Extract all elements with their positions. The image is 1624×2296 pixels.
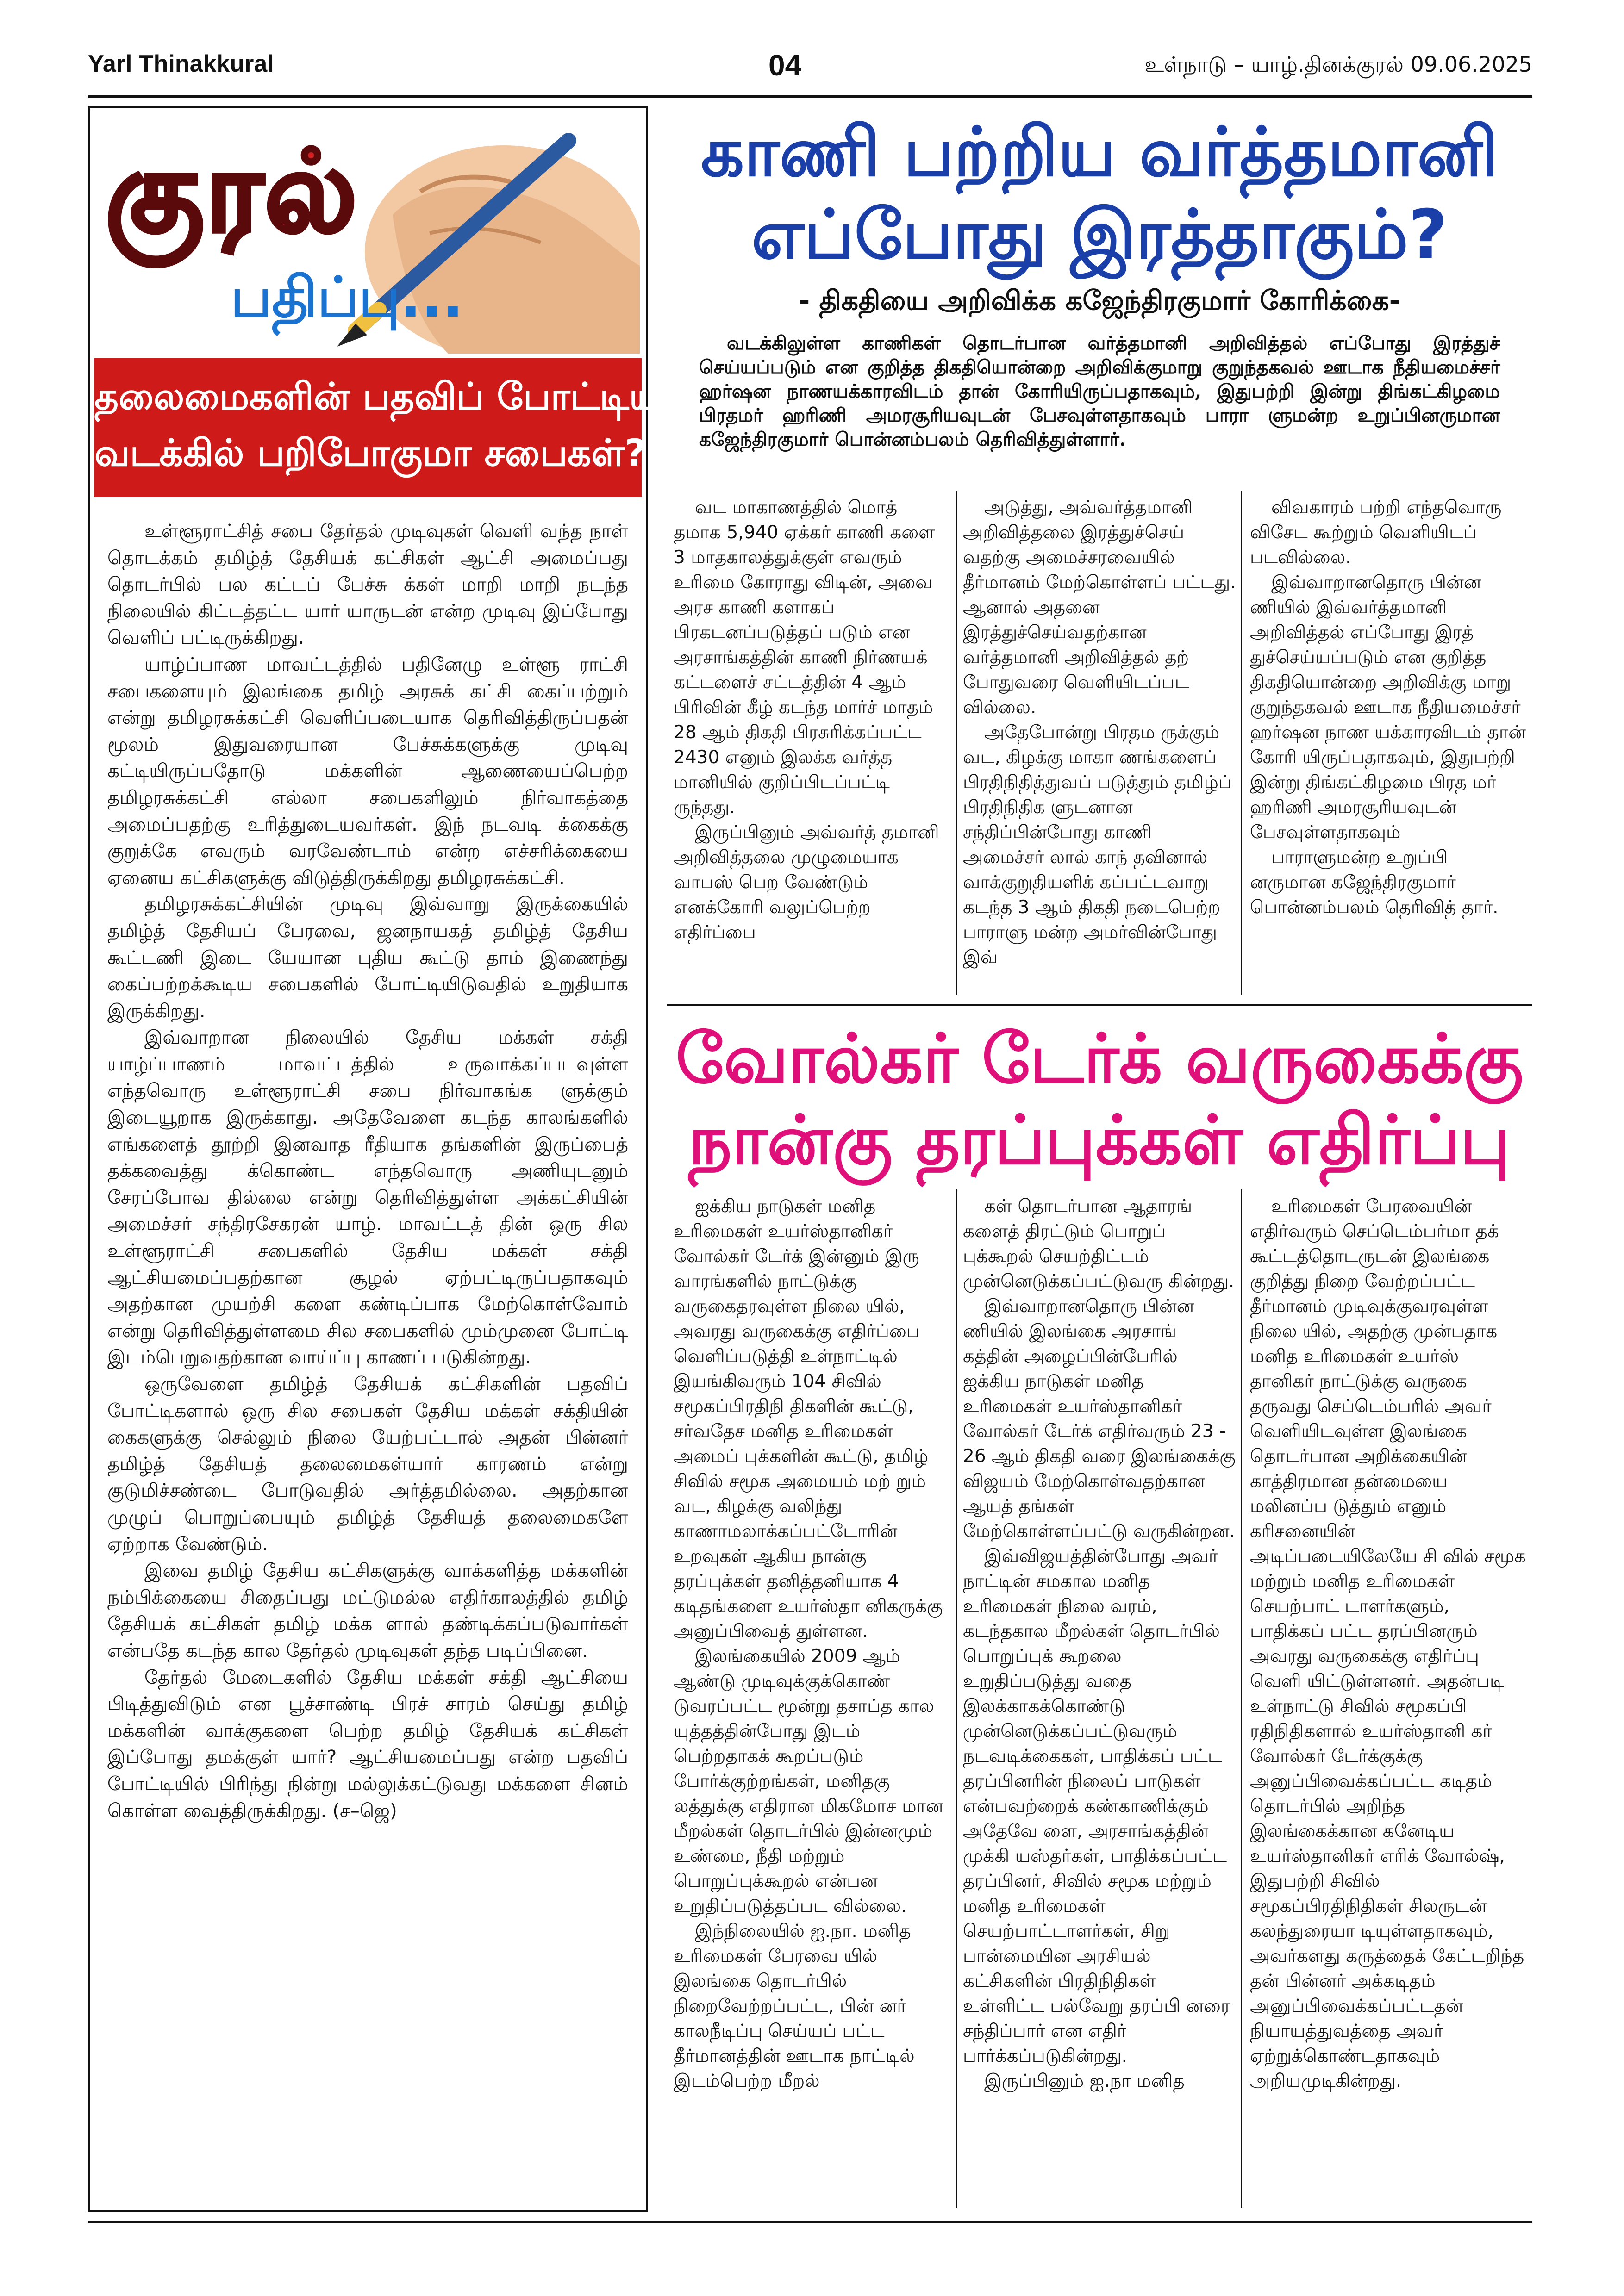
editorial-headline	[94, 358, 711, 497]
story1-headline-line: எப்போது இரத்தாகும்?	[751, 195, 1448, 274]
story2-paragraph: இந்நிலையில் ஐ.நா. மனித உரிமைகள் பேரவை யில் இலங்கை தொடர்பில் நிறைவேற்றப்பட்ட, பின் னர் காலநீடிப்பு செய்யப் பட்ட தீர்மானத்தின் ஊடாக நாட்டில் இடம்பெற்ற மீறல்	[674, 1921, 915, 2091]
story2-paragraph: இவ்விஜயத்தின்போது அவர் நாட்டின் சமகால மனித உரிமைகள் நிலை வரம், கடந்தகால மீறல்கள் தொடர்பில் பொறுப்புக் கூறலை உறுதிப்படுத்து வதை இலக்காகக்கொண்டு முன்னெடுக்கப்பட்டுவரும் நடவடிக்கைகள், பாதிக்கப் பட்ட தரப்பினரின் நிலைப் பாடுகள் என்பவற்றைக் கண்காணிக்கும் அதேவே ளை, அரசாங்கத்தின் முக்கி யஸ்தர்கள், பாதிக்கப்பட்ட தரப்பினர், சிவில் சமூக மற்றும் மனித உரிமைகள் செயற்பாட்டாளர்கள், சிறு பான்மையின அரசியல் கட்சிகளின் பிரதிநிதிகள் உள்ளிட்ட பல்வேறு தரப்பி னரை சந்திப்பார் என எதிர் பார்க்கப்படுகின்றது.	[963, 1546, 1230, 2066]
story1-column-1	[674, 495, 947, 945]
section-dateline: உள்நாடு – யாழ்.தினக்குரல் 09.06.2025	[1144, 52, 1532, 77]
editorial-paragraph: ஒருவேளை தமிழ்த் தேசியக் கட்சிகளின் பதவிப் போட்டிகளால் ஒரு சில சபைகள் தேசிய மக்கள் சக்தியின் கைகளுக்கு செல்லும் நிலை யேற்பட்டால் அதன் பின்னர் தமிழ்த் தேசியத் தலைமைகள்யார் காரணம் என்று குடுமிச்சண்டை போடுவதில் அர்த்தமில்லை. அதற்கான முழுப் பொறுப்பையும் தமிழ்த் தேசியத் தலைமைகளே ஏற்றாக வேண்டும்.	[107, 1373, 628, 1555]
story1-subhead: - திகதியை அறிவிக்க கஜேந்திரகுமார் கோரிக்கை-	[799, 285, 1400, 316]
story2-column-1	[674, 1194, 947, 2094]
editorial-paragraph: தமிழரசுக்கட்சியின் முடிவு இவ்வாறு இருக்கையில் தமிழ்த் தேசியப் பேரவை, ஜனநாயகத் தமிழ்த் தேசிய கூட்டணி இடை யேயான புதிய கூட்டு தாம் இணைந்து கைப்பற்றக்கூடிய சபைகளில் போட்டியிடுவதில் உறுதியாக இருக்கிறது.	[107, 893, 628, 1022]
story1-paragraph: இவ்வாறானதொரு பின்ன ணியில் இவ்வர்த்தமானி அறிவித்தல் எப்போது இரத் துச்செய்யப்படும் என குறித்த திகதியொன்றை அறிவிக்கு மாறு குறுந்தகவல் ஊடாக நீதியமைச்சர் ஹர்ஷன நாண யக்காரவிடம் தான் கோரி யிருப்பதாகவும், இதுபற்றி இன்று திங்கட்கிழமை பிரத மர் ஹரிணி அமரசூரியவுடன் பேசவுள்ளதாகவும்	[1250, 572, 1526, 843]
story2-column-2	[963, 1194, 1236, 2094]
logo-word: குரல்	[106, 127, 359, 256]
story1-column-2	[963, 495, 1236, 970]
story2-column-3	[1250, 1194, 1528, 2094]
story-separator	[667, 1004, 1532, 1006]
story2-headline-line: வோல்கர் டேர்க் வருகைக்கு	[675, 1020, 1524, 1098]
editorial-paragraph: தேர்தல் மேடைகளில் தேசிய மக்கள் சக்தி ஆட்சியை பிடித்துவிடும் என பூச்சாண்டி பிரச் சாரம் செய்து தமிழ் மக்களின் வாக்குகளை பெற்ற தமிழ் தேசியக் கட்சிகள் இப்போது தமக்குள் யார்? ஆட்சியமைப்பது என்ற பதவிப் போட்டியில் பிரிந்து நின்று மல்லுக்கட்டுவது மக்களை சினம் கொள்ள வைத்திருக்கிறது. (ச–ஜெ)	[107, 1666, 628, 1822]
story2-paragraph: இவ்வாறானதொரு பின்ன ணியில் இலங்கை அரசாங் கத்தின் அழைப்பின்பேரில் ஐக்கிய நாடுகள் மனித உரிமைகள் உயர்ஸ்தானிகர் வோல்கர் டேர்க் எதிர்வரும் 23 - 26 ஆம் திகதி வரை இலங்கைக்கு விஜயம் மேற்கொள்வதற்கான ஆயத் தங்கள் மேற்கொள்ளப்பட்டு வருகின்றன.	[963, 1296, 1236, 1542]
story1-lead: வடக்கிலுள்ள காணிகள் தொடர்பான வர்த்தமானி அறிவித்தல் எப்போது இரத்துச் செய்யப்படும் என குறித்த திகதியொன்றை அறிவிக்குமாறு குறுந்தகவல் ஊடாக நீதியமைச்சர் ஹர்ஷன நாணயக்காரவிடம் தான் கோரியிருப்பதாகவும், இதுபற்றி இன்று திங்கட்கிழமை பிரதமர் ஹரிணி அமரசூரியவுடன் பேசவுள்ளதாகவும் பாரா ளுமன்ற உறுப்பினருமான கஜேந்திரகுமார் பொன்னம்பலம் தெரிவித்துள்ளார்.	[699, 332, 1500, 450]
story1-column-3	[1250, 495, 1528, 920]
column-divider	[956, 491, 957, 995]
story2-headline	[667, 1018, 1532, 1181]
story1-headline	[667, 111, 1532, 276]
column-divider	[1241, 1189, 1242, 2208]
story1-paragraph: அதேபோன்று பிரதம ருக்கும் வட, கிழக்கு மாகா ணங்களைப் பிரதிநிதித்துவப் படுத்தும் தமிழ்ப் பிரதிநிதிக ளுடனான சந்திப்பின்போது காணி அமைச்சர் லால் காந் தவினால் வாக்குறுதியளிக் கப்பட்டவாறு கடந்த 3 ஆம் திகதி நடைபெற்ற பாராளு மன்ற அமர்வின்போது இவ்	[963, 722, 1232, 968]
publication-name: Yarl Thinakkural	[88, 50, 274, 77]
editorial-headline-line: வடக்கில் பறிபோகுமா சபைகள்?	[94, 431, 646, 474]
story2-paragraph: இருப்பினும் ஐ.நா மனித	[984, 2071, 1185, 2091]
masthead	[88, 46, 1532, 97]
editorial-body	[107, 518, 628, 1824]
story1-paragraph: பாராளுமன்ற உறுப்பி னருமான கஜேந்திரகுமார் பொன்னம்பலம் தெரிவித் தார்.	[1250, 847, 1499, 918]
story1-paragraph: இருப்பினும் அவ்வர்த் தமானி அறிவித்தலை முழுமையாக வாபஸ் பெற வேண்டும் எனக்கோரி வலுப்பெற்ற எதிர்ப்பை	[674, 822, 939, 943]
editorial-paragraph: இவ்வாறான நிலையில் தேசிய மக்கள் சக்தி யாழ்ப்பாணம் மாவட்டத்தில் உருவாக்கப்படவுள்ள எந்தவொரு உள்ளூராட்சி சபை நிர்வாகங்க ளுக்கும் இடையூறாக இருக்காது. அதேவேளை கடந்த காலங்களில் எங்களைத் தூற்றி இனவாத ரீதியாக தங்களின் இருப்பைத் தக்கவைத்து க்கொண்ட எந்தவொரு அணியுடனும் சேரப்போவ தில்லை என்று தெரிவித்துள்ள அக்கட்சியின் அமைச்சர் சந்திரசேகரன் யாழ். மாவட்டத் தின் ஒரு சில உள்ளூராட்சி சபைகளில் தேசிய மக்கள் சக்தி ஆட்சியமைப்பதற்கான சூழல் ஏற்பட்டிருப்பதாகவும் அதற்கான முயற்சி களை கண்டிப்பாக மேற்கொள்வோம் என்று தெரிவித்துள்ளமை சில சபைகளில் மும்முனை போட்டி இடம்பெறுவதற்கான வாய்ப்பு காணப் படுகின்றது.	[107, 1026, 628, 1369]
story1-paragraph: அடுத்து, அவ்வர்த்தமானி அறிவித்தலை இரத்துச்செய் வதற்கு அமைச்சரவையில் தீர்மானம் மேற்கொள்ளப் பட்டது. ஆனால் அதனை இரத்துச்செய்வதற்கான வர்த்தமானி அறிவித்தல் தற் போதுவரை வெளியிடப்பட வில்லை.	[963, 497, 1236, 718]
story1-paragraph: விவகாரம் பற்றி எந்தவொரு விசேட கூற்றும் வெளியிடப் படவில்லை.	[1250, 497, 1502, 568]
editorial-logo	[96, 113, 640, 354]
story2-paragraph: கள் தொடர்பான ஆதாரங் களைத் திரட்டும் பொறுப் புக்கூறல் செயற்திட்டம் முன்னெடுக்கப்பட்டுவரு கின்றது.	[963, 1196, 1235, 1292]
logo-subtitle: பதிப்பு...	[231, 266, 463, 330]
story2-paragraph: உரிமைகள் பேரவையின் எதிர்வரும் செப்டெம்பர்மா தக் கூட்டத்தொடருடன் இலங்கை குறித்து நிறை வேற்றப்பட்ட தீர்மானம் முடிவுக்குவரவுள்ள நிலை யில், அதற்கு முன்பதாக மனித உரிமைகள் உயர்ஸ் தானிகர் நாட்டுக்கு வருகை தருவது செப்டெம்பரில் அவர் வெளியிடவுள்ள இலங்கை தொடர்பான அறிக்கையின் காத்திரமான தன்மையை மலினப்ப டுத்தும் எனும் கரிசனையின் அடிப்படையிலேயே சி வில் சமூக மற்றும் மனித உரிமைகள் செயற்பாட் டாளர்களும், பாதிக்கப் பட்ட தரப்பினரும் அவரது வருகைக்கு எதிர்ப்பு வெளி யிட்டுள்ளனர். அதன்படி உள்நாட்டு சிவில் சமூகப்பி ரதிநிதிகளால் உயர்ஸ்தானி கர் வோல்கர் டேர்க்குக்கு அனுப்பிவைக்கப்பட்ட கடிதம் தொடர்பில் அறிந்த இலங்கைக்கான கனேடிய உயர்ஸ்தானிகர் எரிக் வோல்ஷ், இதுபற்றி சிவில் சமூகப்பிரதிநிதிகள் சிலருடன் கலந்துரையா டியுள்ளதாகவும், அவர்களது கருத்தைக் கேட்டறிந்த தன் பின்னர் அக்கடிதம் அனுப்பிவைக்கப்பட்டதன் நியாயத்துவத்தை அவர் ஏற்றுக்கொண்டதாகவும் அறியமுடிகின்றது.	[1250, 1196, 1526, 2091]
story1-headline-line: காணி பற்றிய வர்த்தமானி	[701, 113, 1498, 192]
story2-paragraph: இலங்கையில் 2009 ஆம் ஆண்டு முடிவுக்குக்கொண் டுவரப்பட்ட மூன்று தசாப்த கால யுத்தத்தின்போது இடம் பெற்றதாகக் கூறப்படும் போர்க்குற்றங்கள், மனிதகு லத்துக்கு எதிரான மிகமோச மான மீறல்கள் தொடர்பில் இன்னமும் உண்மை, நீதி மற்றும் பொறுப்புக்கூறல் என்பன உறுதிப்படுத்தப்பட வில்லை.	[674, 1646, 943, 1916]
masthead-rule	[88, 95, 1532, 98]
editorial-paragraph: யாழ்ப்பாண மாவட்டத்தில் பதினேழு உள்ளூ ராட்சி சபைகளையும் இலங்கை தமிழ் அரசுக் கட்சி கைப்பற்றும் என்று தமிழரசுக்கட்சி வெளிப்படையாக தெரிவித்திருப்பதன் மூலம் இதுவரையான பேச்சுக்களுக்கு முடிவு கட்டியிருப்பதோடு மக்களின் ஆணையைப்பெற்ற தமிழரசுக்கட்சி எல்லா சபைகளிலும் நிர்வாகத்தை அமைப்பதற்கு உரித்துடையவர்கள். இந் நடவடி க்கைக்கு குறுக்கே எவரும் வரவேண்டாம் என்ற எச்சரிக்கையை ஏனைய கட்சிகளுக்கு விடுத்திருக்கிறது தமிழரசுக்கட்சி.	[107, 653, 628, 889]
page-number: 04	[768, 49, 802, 82]
column-divider	[1241, 491, 1242, 995]
footer-rule	[88, 2221, 1532, 2223]
editorial-headline-line: தலைமைகளின் பதவிப் போட்டியால்	[94, 375, 711, 418]
story1-paragraph: வட மாகாணத்தில் மொத் தமாக 5,940 ஏக்கர் காணி களை 3 மாதகாலத்துக்குள் எவரும் உரிமை கோராது விடின், அவை அரச காணி களாகப் பிரகடனப்படுத்தப் படும் என அரசாங்கத்தின் காணி நிர்ணயக் கட்டளைச் சட்டத்தின் 4 ஆம் பிரிவின் கீழ் கடந்த மார்ச் மாதம் 28 ஆம் திகதி பிரசுரிக்கப்பட்ட 2430 எனும் இலக்க வர்த்த மானியில் குறிப்பிடப்பட்டி ருந்தது.	[674, 497, 935, 818]
story2-headline-line: நான்கு தரப்புக்கள் எதிர்ப்பு	[688, 1101, 1511, 1180]
editorial-paragraph: உள்ளூராட்சித் சபை தேர்தல் முடிவுகள் வெளி வந்த நாள் தொடக்கம் தமிழ்த் தேசியக் கட்சிகள் ஆட்சி அமைப்பது தொடர்பில் பல கட்டப் பேச்சு க்கள் மாறி மாறி நடந்த நிலையில் கிட்டத்தட்ட யார் யாருடன் என்ற முடிவு இப்போது வெளிப் பட்டிருக்கிறது.	[107, 520, 628, 649]
column-divider	[956, 1189, 957, 2208]
editorial-paragraph: இவை தமிழ் தேசிய கட்சிகளுக்கு வாக்களித்த மக்களின் நம்பிக்கையை சிதைப்பது மட்டுமல்ல எதிர்காலத்தில் தமிழ் தேசியக் கட்சிகள் தமிழ் மக்க ளால் தண்டிக்கப்படுவார்கள் என்பதே கடந்த கால தேர்தல் முடிவுகள் தந்த படிப்பினை.	[107, 1559, 628, 1661]
story2-paragraph: ஐக்கிய நாடுகள் மனித உரிமைகள் உயர்ஸ்தானிகர் வோல்கர் டேர்க் இன்னும் இரு வாரங்களில் நாட்டுக்கு வருகைதரவுள்ள நிலை யில், அவரது வருகைக்கு எதிர்ப்பை வெளிப்படுத்தி உள்நாட்டில் இயங்கிவரும் 104 சிவில் சமூகப்பிரதிநி திகளின் கூட்டு, சர்வதேச மனித உரிமைகள் அமைப் புக்களின் கூட்டு, தமிழ் சிவில் சமூக அமையம் மற் றும் வட, கிழக்கு வலிந்து காணாமலாக்கப்பட்டோரின் உறவுகள் ஆகிய நான்கு தரப்புக்கள் தனித்தனியாக 4 கடிதங்களை உயர்ஸ்தா னிகருக்கு அனுப்பிவைத் துள்ளன.	[674, 1196, 943, 1642]
editorial-column	[88, 106, 711, 2212]
